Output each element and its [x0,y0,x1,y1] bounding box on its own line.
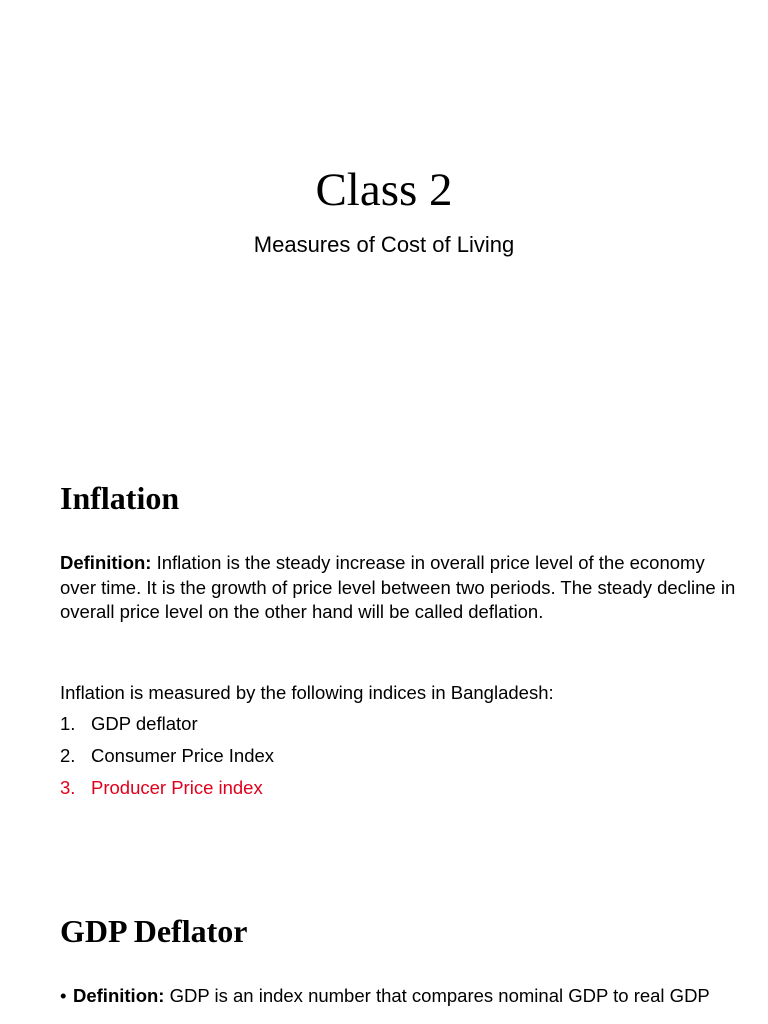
inflation-definition [60,551,740,625]
inflation-heading: Inflation [60,480,180,516]
indices-list [60,712,274,808]
list-item [60,712,274,737]
list-item-number: 3. [60,777,76,798]
definition-text: Inflation is the steady increase in overall price level of the economy over time. It is the growth of price level between two periods. The steady decline in overall price level on the other hand will be called deflation. [60,552,736,622]
definition-label: Definition: [60,552,152,573]
gdp-definition-bullet [60,984,720,1009]
list-item-number: 1. [60,713,76,734]
list-item [60,744,274,769]
measured-intro: Inflation is measured by the following indices in Bangladesh: [60,682,554,703]
slide-subtitle: Measures of Cost of Living [253,232,515,257]
list-item-highlighted [60,776,274,801]
gdp-definition [73,984,710,1009]
definition-label: Definition: [73,985,165,1006]
definition-text: GDP is an index number that compares nominal GDP to real GDP [164,985,710,1006]
slide-title: Class 2 [315,164,453,216]
list-item-number: 2. [60,745,76,766]
gdp-deflator-heading: GDP Deflator [60,913,248,949]
bullet-icon: • [60,985,67,1006]
list-item-label: Consumer Price Index [91,745,275,766]
list-item-label: GDP deflator [91,713,198,734]
list-item-label: Producer Price index [91,777,263,798]
